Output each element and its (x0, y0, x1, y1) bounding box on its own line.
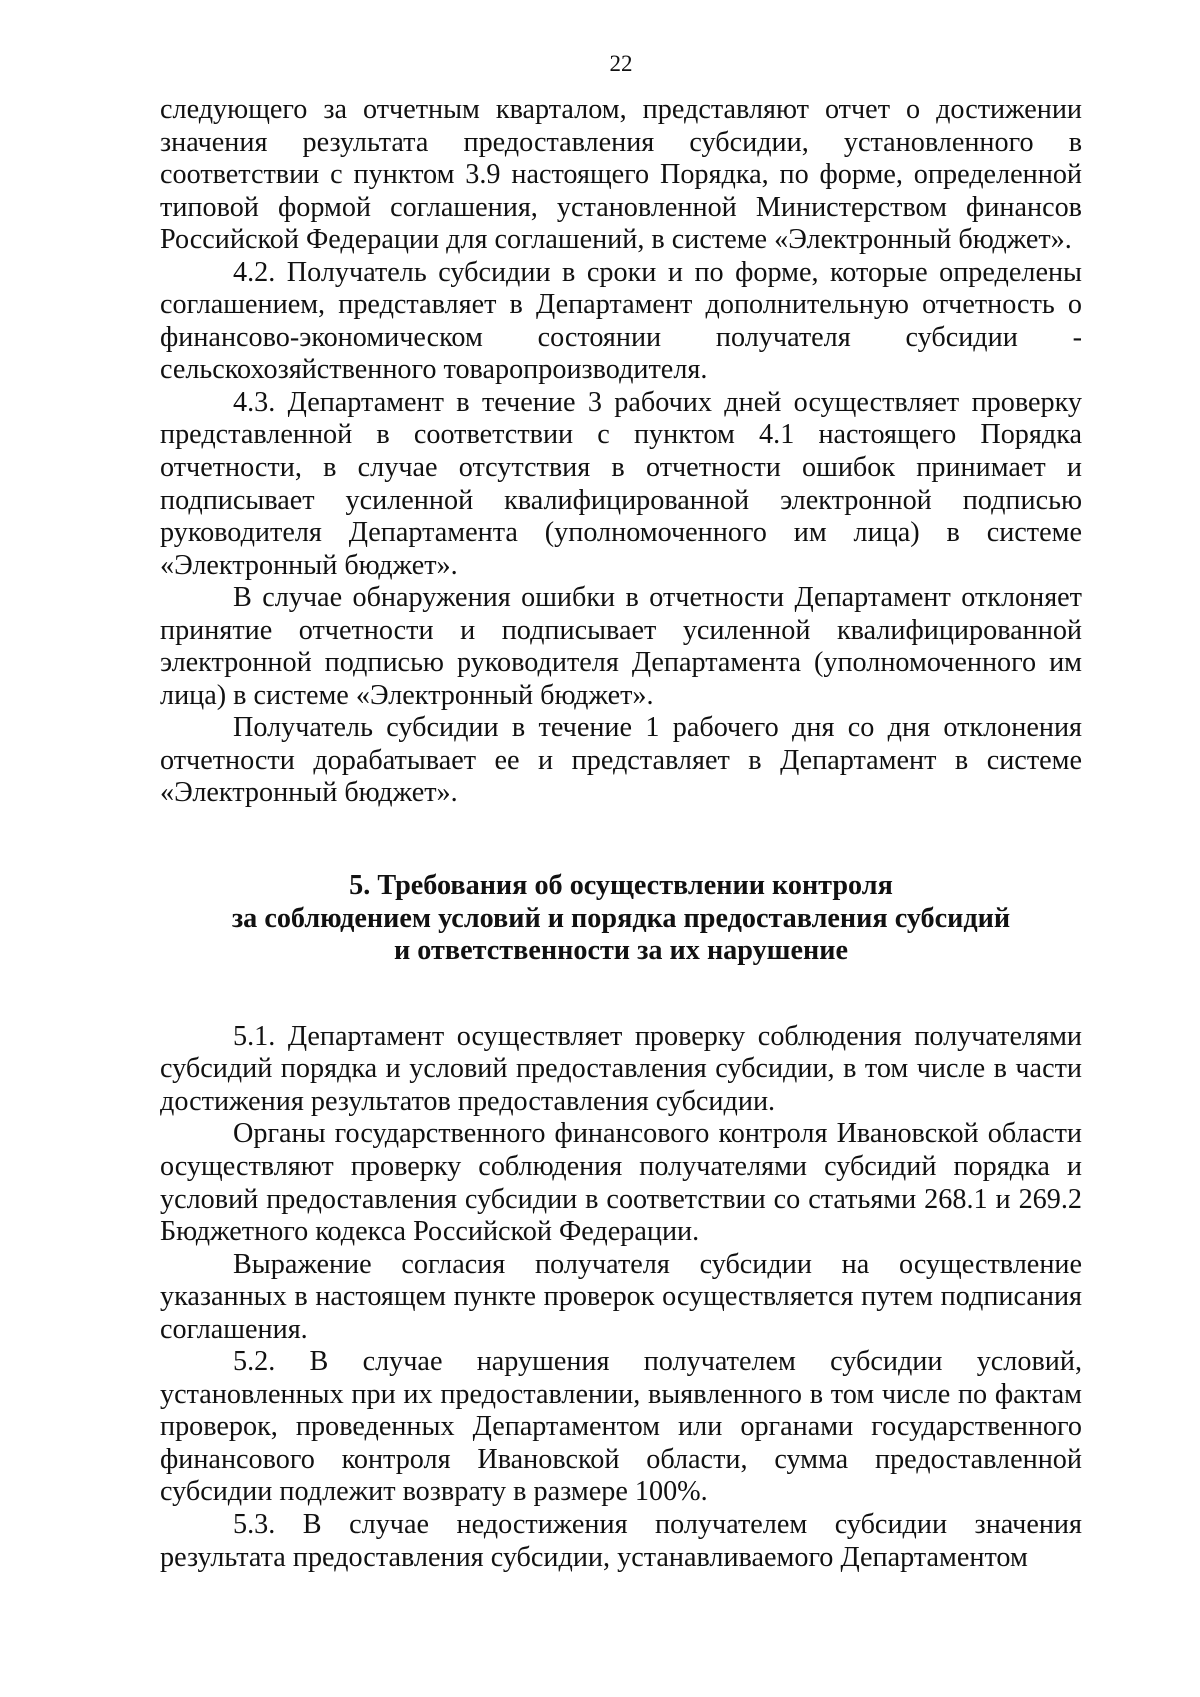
paragraph-4-3-error: В случае обнаружения ошибки в отчетности Департамент отклоняет принятие отчетности и подписывает усиленной квалифицированной электронной подписью руководителя Департамента (уполномоченного им лица) в системе «Электронный бюджет». (160, 582, 1082, 711)
page-number: 22 (609, 51, 633, 76)
paragraph-5-1-consent: Выражение согласия получателя субсидии на осуществление указанных в настоящем пункте проверок осуществляется путем подписания соглашения. (160, 1248, 1082, 1345)
section-heading-line-1: 5. Требования об осуществлении контроля (349, 870, 893, 902)
paragraph-5-3: 5.3. В случае недостижения получателем субсидии значения результата предоставления субсидии, устанавливаемого Департаментом (160, 1509, 1082, 1573)
paragraph-continuation: следующего за отчетным кварталом, представляют отчет о достижении значения результата предоставления субсидии, установленного в соответствии с пунктом 3.9 настоящего Порядка, по форме, определенной типовой формой соглашения, установленной Министерством финансов Российской Федерации для соглашений, в системе «Электронный бюджет». (160, 94, 1082, 256)
paragraph-4-3: 4.3. Департамент в течение 3 рабочих дней осуществляет проверку представленной в соответствии с пунктом 4.1 настоящего Порядка отчетности, в случае отсутствия в отчетности ошибок принимает и подписывает усиленной квалифицированной электронной подписью руководителя Департамента (уполномоченного им лица) в системе «Электронный бюджет». (160, 386, 1082, 581)
section-heading-line-3: и ответственности за их нарушение (394, 935, 848, 967)
paragraph-4-3-rework: Получатель субсидии в течение 1 рабочего дня со дня отклонения отчетности дорабатывает ее и представляет в Департамент в системе «Электронный бюджет». (160, 712, 1082, 809)
section-heading-line-2: за соблюдением условий и порядка предоставления субсидий (231, 902, 1011, 934)
paragraph-5-2: 5.2. В случае нарушения получателем субсидии условий, установленных при их предоставлении, выявленного в том числе по фактам проверок, проведенных Департаментом или органами государственного финансового контроля Ивановской области, сумма предоставленной субсидии подлежит возврату в размере 100%. (160, 1346, 1082, 1508)
paragraph-5-1: 5.1. Департамент осуществляет проверку соблюдения получателями субсидий порядка и условий предоставления субсидии, в том числе в части достижения результатов предоставления субсидии. (160, 1020, 1082, 1117)
paragraph-4-2: 4.2. Получатель субсидии в сроки и по форме, которые определены соглашением, представляет в Департамент дополнительную отчетность о финансово-экономическом состоянии получателя субсидии - сельскохозяйственного товаропроизводителя. (160, 256, 1082, 386)
section-heading (160, 870, 1082, 968)
paragraph-5-1-organs: Органы государственного финансового контроля Ивановской области осуществляют проверку соблюдения получателями субсидий порядка и условий предоставления субсидии в соответствии со статьями 268.1 и 269.2 Бюджетного кодекса Российской Федерации. (160, 1118, 1082, 1248)
document-page (160, 48, 1082, 1574)
